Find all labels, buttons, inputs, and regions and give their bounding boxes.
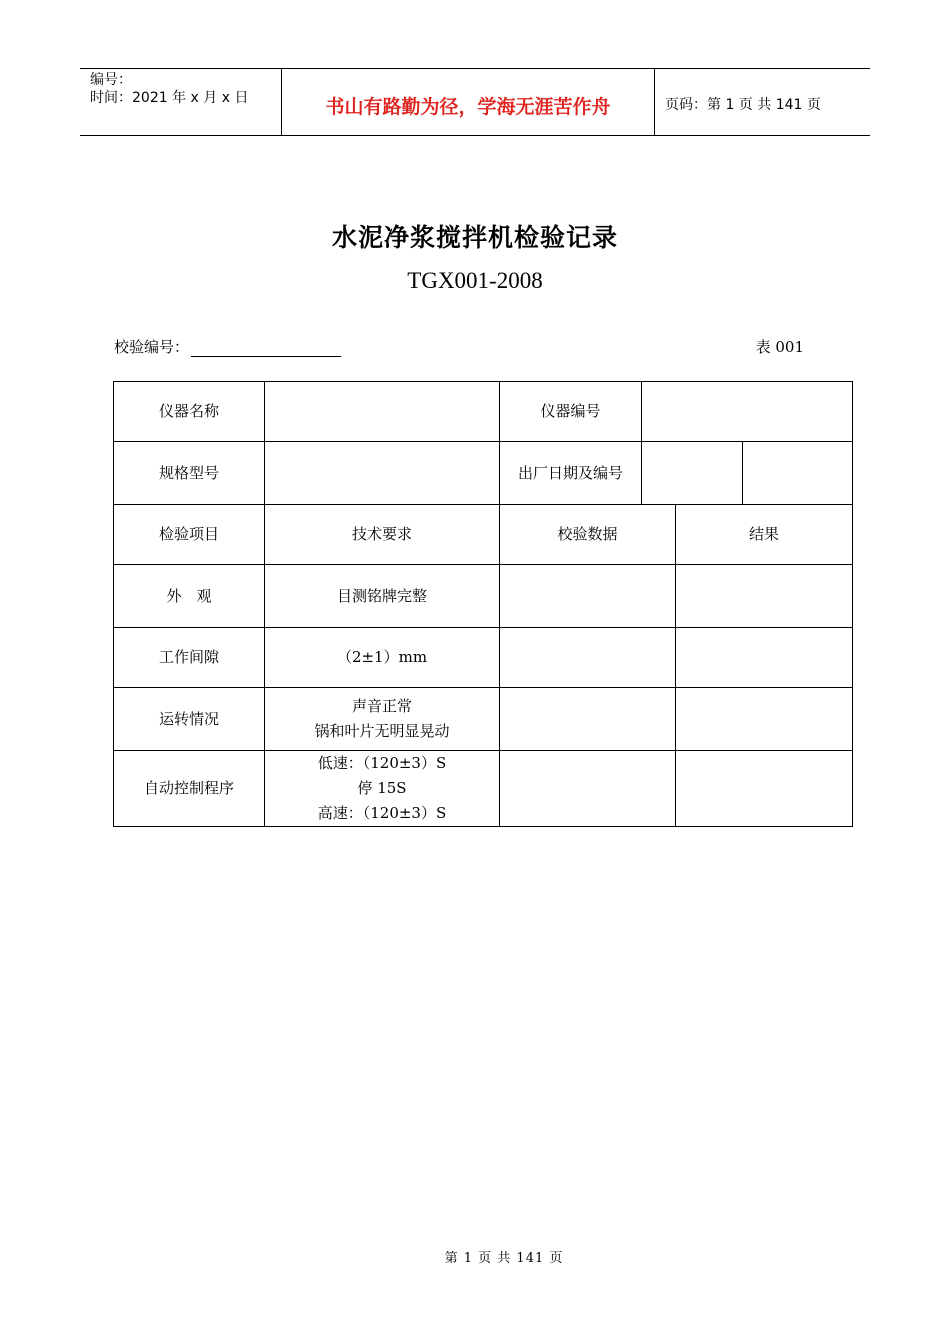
requirement-cell: （2±1）mm xyxy=(265,628,500,688)
item-cell: 自动控制程序 xyxy=(114,751,265,827)
header-data: 校验数据 xyxy=(500,505,676,565)
number-label: 编号： xyxy=(90,72,132,88)
calibration-number-blank[interactable] xyxy=(191,341,341,357)
requirement-line: 声音正常 xyxy=(351,697,412,715)
factory-date-value[interactable] xyxy=(642,442,743,505)
requirement-line: 低速：（120±3）S xyxy=(317,754,447,772)
spec-label: 规格型号 xyxy=(114,442,265,505)
result-cell[interactable] xyxy=(676,751,853,827)
header-meta xyxy=(80,69,282,135)
item-cell: 外 观 xyxy=(114,565,265,628)
table-row xyxy=(114,628,853,688)
header-result: 结果 xyxy=(676,505,853,565)
requirement-cell: 目测铭牌完整 xyxy=(265,565,500,628)
header-page-info: 页码：第 1 页 共 141 页 xyxy=(665,97,821,113)
page-title: 水泥净浆搅拌机检验记录 xyxy=(331,223,618,252)
inspection-table xyxy=(113,381,853,827)
table-header-row xyxy=(114,505,853,565)
instrument-name-label: 仪器名称 xyxy=(114,382,265,442)
calibration-number xyxy=(114,336,341,357)
requirement-line: 锅和叶片无明显晃动 xyxy=(314,722,450,740)
header-item: 检验项目 xyxy=(114,505,265,565)
instrument-name-value[interactable] xyxy=(265,382,500,442)
table-row xyxy=(114,382,853,442)
table-row xyxy=(114,688,853,751)
data-cell[interactable] xyxy=(500,751,676,827)
instrument-no-value[interactable] xyxy=(642,382,853,442)
instrument-no-label: 仪器编号 xyxy=(500,382,642,442)
requirement-line: 停 15S xyxy=(357,779,407,797)
form-number: 表 001 xyxy=(755,338,804,356)
time-label: 时间：2021 年 x 月 x 日 xyxy=(90,90,249,106)
table-row xyxy=(114,565,853,628)
requirement-line: 高速：（120±3）S xyxy=(317,804,447,822)
table-row xyxy=(114,442,853,505)
requirement-cell xyxy=(265,688,500,751)
result-cell[interactable] xyxy=(676,688,853,751)
document-header xyxy=(80,68,870,136)
item-cell: 工作间隙 xyxy=(114,628,265,688)
header-slogan: 书山有路勤为径，学海无涯苦作舟 xyxy=(282,69,655,135)
data-cell[interactable] xyxy=(500,565,676,628)
data-cell[interactable] xyxy=(500,688,676,751)
result-cell[interactable] xyxy=(676,628,853,688)
page-footer: 第 1 页 共 141 页 xyxy=(444,1251,564,1266)
standard-code: TGX001-2008 xyxy=(407,268,543,293)
data-cell[interactable] xyxy=(500,628,676,688)
factory-label: 出厂日期及编号 xyxy=(500,442,642,505)
header-requirement: 技术要求 xyxy=(265,505,500,565)
factory-no-value[interactable] xyxy=(743,442,853,505)
spec-value[interactable] xyxy=(265,442,500,505)
result-cell[interactable] xyxy=(676,565,853,628)
item-cell: 运转情况 xyxy=(114,688,265,751)
table-row xyxy=(114,751,853,827)
requirement-cell xyxy=(265,751,500,827)
calibration-label: 校验编号： xyxy=(114,338,190,356)
